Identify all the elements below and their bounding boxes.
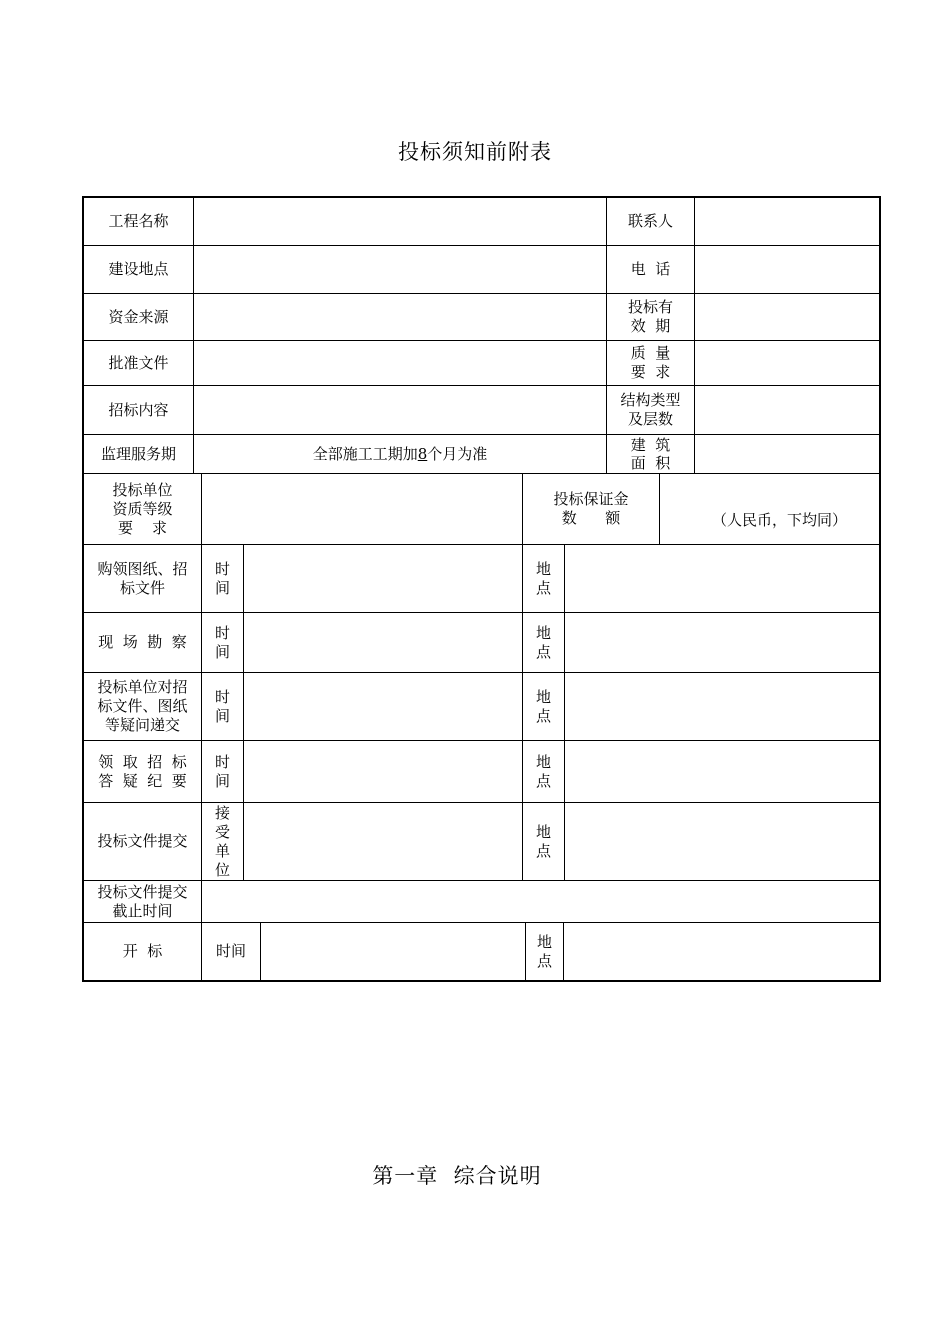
service-period-label: 监理服务期 xyxy=(100,444,176,463)
scope-value[interactable] xyxy=(194,386,606,434)
area-value[interactable] xyxy=(695,435,879,473)
approval-value[interactable] xyxy=(194,341,606,385)
structure-label: 结构类型 及层数 xyxy=(620,391,681,428)
location-label: 建设地点 xyxy=(108,260,169,278)
place-label: 地 点 xyxy=(535,822,551,860)
phone-label: 电 话 xyxy=(630,260,671,278)
validity-value[interactable] xyxy=(695,294,879,340)
qa-minutes-place-value[interactable] xyxy=(565,741,879,802)
quality-value[interactable] xyxy=(695,341,879,385)
site-visit-place-value[interactable] xyxy=(565,613,879,672)
currency-note: （人民币，下均同） xyxy=(711,510,847,529)
funding-value[interactable] xyxy=(194,294,606,340)
quality-label: 质 量 要 求 xyxy=(630,344,671,381)
project-name-label: 工程名称 xyxy=(108,212,169,230)
phone-value[interactable] xyxy=(695,246,879,293)
service-period-months: 8 xyxy=(417,444,428,463)
qualification-value[interactable] xyxy=(202,474,522,544)
contact-value[interactable] xyxy=(695,198,879,245)
opening-place-value[interactable] xyxy=(564,923,879,980)
receiver-label: 接 受 单 位 xyxy=(214,803,230,879)
queries-label: 投标单位对招 标文件、图纸 等疑问递交 xyxy=(97,678,188,734)
site-visit-time-value[interactable] xyxy=(244,613,522,672)
approval-label: 批准文件 xyxy=(108,353,169,372)
deposit-label: 投标保证金 数 额 xyxy=(553,490,629,527)
place-label: 地 点 xyxy=(536,932,552,970)
deadline-value[interactable] xyxy=(202,881,879,922)
service-period-value xyxy=(194,435,606,473)
area-label: 建 筑 面 积 xyxy=(630,436,671,472)
purchase-docs-label: 购领图纸、招 标文件 xyxy=(97,559,188,597)
time-label: 时 间 xyxy=(214,559,230,597)
service-period-prefix: 全部施工工期加 xyxy=(312,444,418,463)
queries-time-value[interactable] xyxy=(244,673,522,740)
place-label: 地 点 xyxy=(535,623,551,661)
place-label: 地 点 xyxy=(535,752,551,790)
project-name-value[interactable] xyxy=(194,198,606,245)
chapter-heading: 第一章 综合说明 xyxy=(372,1164,542,1188)
site-visit-label: 现 场 勘 察 xyxy=(98,633,187,651)
qa-minutes-label: 领 取 招 标 答 疑 纪 要 xyxy=(98,752,187,790)
time-label: 时间 xyxy=(215,942,246,960)
page-title: 投标须知前附表 xyxy=(398,140,552,164)
structure-value[interactable] xyxy=(695,386,879,434)
time-label: 时 间 xyxy=(214,623,230,661)
submission-place-value[interactable] xyxy=(565,803,879,880)
time-label: 时 间 xyxy=(214,687,230,725)
purchase-place-value[interactable] xyxy=(565,545,879,612)
purchase-time-value[interactable] xyxy=(244,545,522,612)
qualification-label: 投标单位 资质等级 要 求 xyxy=(112,480,173,537)
queries-place-value[interactable] xyxy=(565,673,879,740)
validity-label: 投标有 效 期 xyxy=(627,298,673,335)
deadline-label: 投标文件提交 截止时间 xyxy=(97,882,188,920)
place-label: 地 点 xyxy=(535,559,551,597)
opening-time-value[interactable] xyxy=(261,923,525,980)
contact-label: 联系人 xyxy=(627,212,673,230)
time-label: 时 间 xyxy=(214,752,230,790)
location-value[interactable] xyxy=(194,246,606,293)
service-period-suffix: 个月为准 xyxy=(427,444,488,463)
scope-label: 招标内容 xyxy=(108,400,169,419)
funding-label: 资金来源 xyxy=(108,307,169,326)
submission-receiver-value[interactable] xyxy=(244,803,522,880)
place-label: 地 点 xyxy=(535,687,551,725)
submission-label: 投标文件提交 xyxy=(97,832,188,850)
qa-minutes-time-value[interactable] xyxy=(244,741,522,802)
opening-label: 开 标 xyxy=(122,942,163,960)
